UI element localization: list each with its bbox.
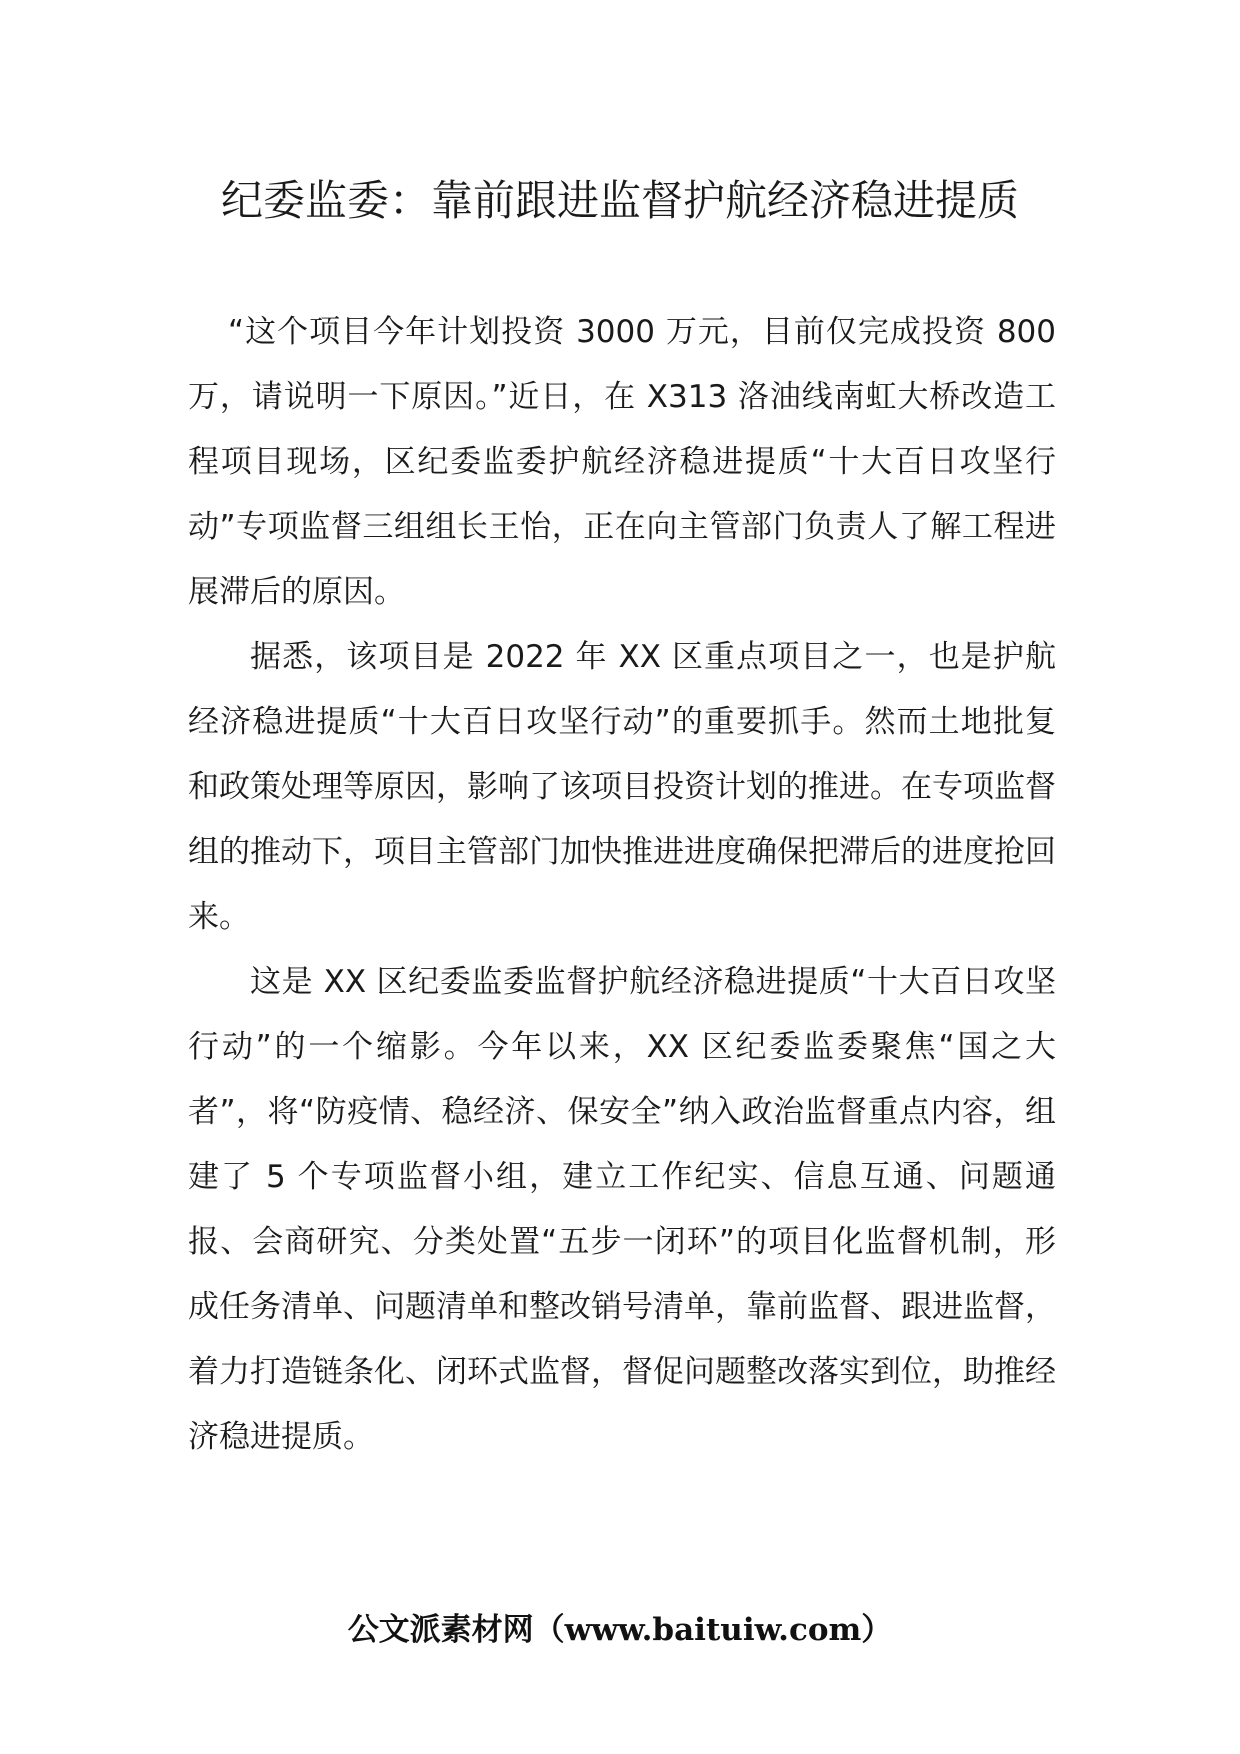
paragraph-3: 这是 XX 区纪委监委监督护航经济稳进提质“十大百日攻坚行动”的一个缩影。今年以来，XX 区纪委监委聚焦“国之大者”，将“防疫情、稳经济、保安全”纳入政治监督重点内容，组建了 5 个专项监督小组，建立工作纪实、信息互通、问题通报、会商研究、分类处置“五步一闭环”的项目化监督机制，形成任务清单、问题清单和整改销号清单，靠前监督、跟进监督，着力打造链条化、闭环式监督，督促问题整改落实到位，助推经济稳进提质。: [188, 964, 1056, 1455]
paragraph-1: “这个项目今年计划投资 3000 万元，目前仅完成投资 800 万，请说明一下原因。”近日，在 X313 洛油线南虹大桥改造工程项目现场，区纪委监委护航经济稳进提质“十大百日攻坚行动”专项监督三组组长王怡，正在向主管部门负责人了解工程进展滞后的原因。: [188, 314, 1056, 610]
paragraph-2: 据悉，该项目是 2022 年 XX 区重点项目之一，也是护航经济稳进提质“十大百日攻坚行动”的重要抓手。然而土地批复和政策处理等原因，影响了该项目投资计划的推进。在专项监督组的推动下，项目主管部门加快推进进度确保把滞后的进度抢回来。: [188, 639, 1056, 935]
footer-watermark: 公文派素材网（www.baituiw.com）: [347, 1612, 893, 1648]
document-body: [188, 300, 1056, 1470]
document-title: 纪委监委：靠前跟进监督护航经济稳进提质: [220, 176, 1019, 225]
